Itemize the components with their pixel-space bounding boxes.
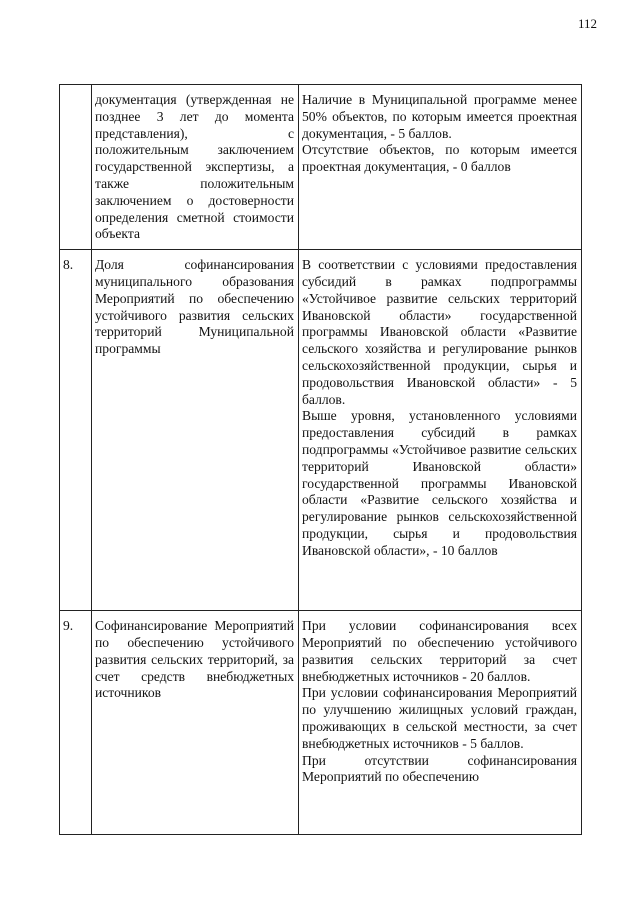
criterion-text: Доля софинансирования муниципального образования Мероприятий по обеспечению устойчивого развития сельских территорий Муниципальной программы <box>92 250 299 611</box>
table-row <box>60 611 582 835</box>
scoring-cell <box>299 611 582 835</box>
scoring-paragraph: При отсутствии софинансирования Мероприятий по обеспечению <box>302 752 577 785</box>
scoring-paragraph: Наличие в Муниципальной программе менее 50% объектов, по которым имеется проектная документация, - 5 баллов. <box>302 92 577 141</box>
table-row <box>60 250 582 611</box>
row-number: 9. <box>60 611 92 835</box>
criterion-text: Софинансирование Мероприятий по обеспечению устойчивого развития сельских территорий, за счет средств внебюджетных источников <box>92 611 299 835</box>
scoring-paragraph: Выше уровня, установленного условиями предоставления субсидий в рамках подпрограммы «Устойчивое развитие сельских территорий Ивановской области» государственной программы Ивановской области «Развитие сельского хозяйства и регулирование рынков сельскохозяйственной продукции, сырья и продовольствия Ивановской области», - 10 баллов <box>302 408 577 558</box>
page-number: 112 <box>577 16 597 31</box>
scoring-paragraph: Отсутствие объектов, по которым имеется проектная документация, - 0 баллов <box>302 142 577 175</box>
criterion-text: документация (утвержденная не позднее 3 лет до момента представления), с положительным заключением государственной экспертизы, а также положительным заключением о достоверности определения сметной стоимости объекта <box>92 85 299 250</box>
row-number: 8. <box>60 250 92 611</box>
scoring-cell <box>299 85 582 250</box>
criteria-table <box>59 84 582 835</box>
scoring-cell <box>299 250 582 611</box>
scoring-paragraph: При условии софинансирования всех Мероприятий по обеспечению устойчивого развития сельских территорий за счет внебюджетных источников - 20 баллов. <box>302 618 577 684</box>
scoring-paragraph: В соответствии с условиями предоставления субсидий в рамках подпрограммы «Устойчивое развитие сельских территорий Ивановской области» государственной программы Ивановской области «Развитие сельского хозяйства и регулирование рынков сельскохозяйственной продукции, сырья и продовольствия Ивановской области» - 5 баллов. <box>302 257 577 407</box>
table-row <box>60 85 582 250</box>
scoring-paragraph: При условии софинансирования Мероприятий по улучшению жилищных условий граждан, проживающих в сельской местности, за счет внебюджетных источников - 5 баллов. <box>302 685 577 751</box>
row-number <box>60 85 92 250</box>
